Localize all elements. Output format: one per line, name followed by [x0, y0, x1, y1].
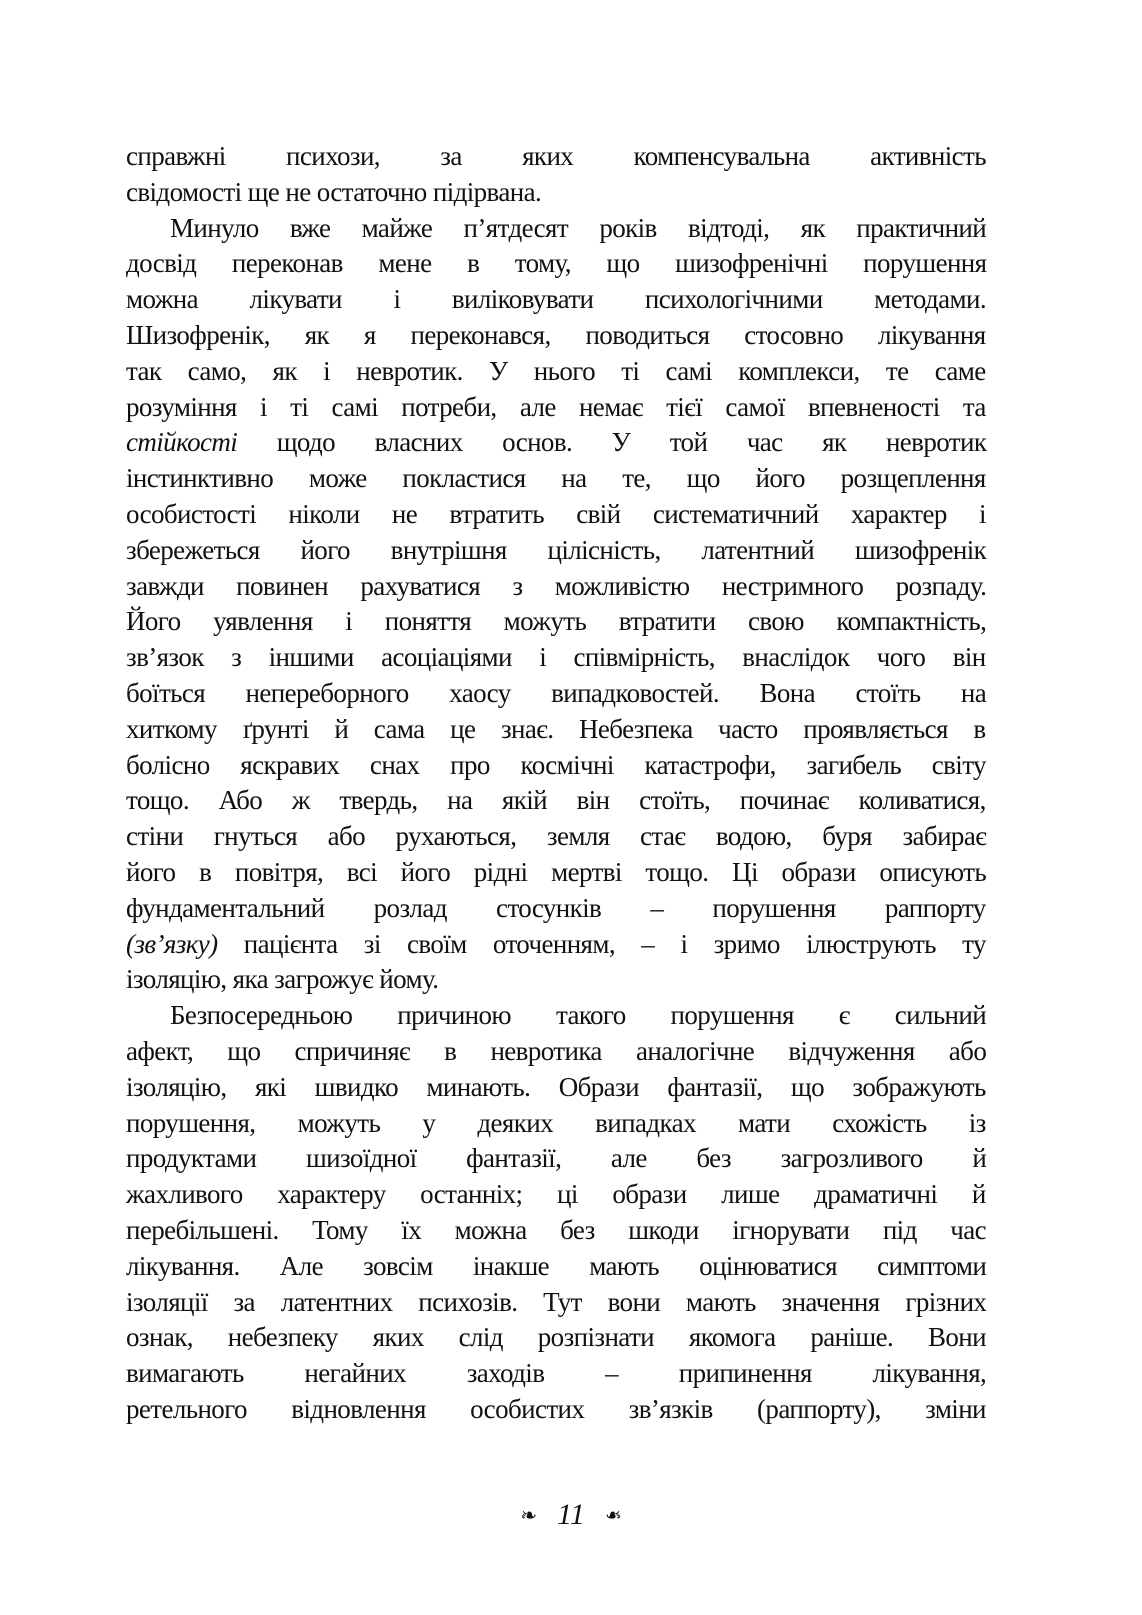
- body-text: [126, 139, 986, 1428]
- text-line: [126, 962, 986, 998]
- text-line: [126, 783, 986, 819]
- text-segment: перебільшені. Тому їх можна без шкоди ігнорувати під час: [126, 1214, 986, 1245]
- text-segment: пацієнта зі своїм оточенням, – і зримо ілюструють ту: [217, 928, 986, 959]
- text-line: [126, 1320, 986, 1356]
- text-line: [126, 998, 986, 1034]
- text-line: [126, 1070, 986, 1106]
- text-segment: жахливого характеру останніх; ці образи лише драматичні й: [126, 1179, 986, 1210]
- text-line: [126, 676, 986, 712]
- text-line: [126, 1177, 986, 1213]
- text-line: [126, 1034, 986, 1070]
- text-segment: справжні психози, за яких компенсувальна активність: [126, 141, 986, 171]
- text-line: [126, 246, 986, 282]
- text-segment: продуктами шизоїдної фантазії, але без загрозливого й: [126, 1143, 987, 1174]
- text-line: [126, 211, 986, 247]
- text-segment: досвід переконав мене в тому, що шизофренічні порушення: [126, 248, 987, 279]
- text-line: [126, 819, 986, 855]
- text-line: [126, 1392, 986, 1428]
- text-segment: ізоляцію, яка загрожує йому.: [126, 964, 439, 995]
- text-line: [126, 497, 986, 533]
- fleuron-left-icon: ❧: [520, 1504, 538, 1527]
- text-segment: ретельного відновлення особистих зв’язків (раппорту), зміни: [126, 1393, 986, 1424]
- italic-text: (зв’язку): [126, 928, 218, 959]
- text-line: [126, 891, 986, 927]
- text-segment: афект, що спричиняє в невротика аналогічне відчуження або: [126, 1035, 987, 1066]
- text-segment: ізоляцію, які швидко минають. Образи фантазії, що зображують: [126, 1071, 986, 1102]
- text-line: [126, 855, 986, 891]
- text-segment: лікування. Але зовсім інакше мають оцінюватися симптоми: [126, 1250, 987, 1281]
- text-line: [126, 461, 986, 497]
- text-segment: тощо. Або ж твердь, на якій він стоїть, починає коливатися,: [126, 785, 986, 816]
- text-line: [126, 712, 986, 748]
- text-segment: інстинктивно може покластися на те, що його розщеплення: [126, 463, 986, 494]
- text-line: [126, 927, 986, 963]
- text-line: [126, 748, 986, 784]
- text-segment: Шизофренік, як я переконався, поводиться стосовно лікування: [126, 319, 986, 350]
- text-segment: його в повітря, всі його рідні мертві тощо. Ці образи описують: [126, 856, 987, 887]
- text-segment: Безпосередньою причиною такого порушення є сильний: [170, 1000, 987, 1031]
- text-line: [126, 1213, 986, 1249]
- text-segment: розуміння і ті самі потреби, але немає тієї самої впевненості та: [126, 391, 986, 422]
- text-segment: стіни гнуться або рухаються, земля стає водою, буря забирає: [126, 821, 987, 852]
- text-segment: боїться непереборного хаосу випадковостей. Вона стоїть на: [126, 677, 987, 708]
- page-footer: [0, 1498, 1142, 1532]
- text-line: [126, 640, 986, 676]
- text-segment: можна лікувати і виліковувати психологічними методами.: [126, 284, 986, 315]
- text-line: [126, 604, 986, 640]
- page-number: 11: [557, 1498, 585, 1531]
- text-segment: вимагають негайних заходів – припинення лікування,: [126, 1358, 987, 1389]
- text-segment: ознак, небезпеку яких слід розпізнати якомога раніше. Вони: [126, 1322, 986, 1353]
- text-line: [126, 1106, 986, 1142]
- text-segment: Минуло вже майже п’ятдесят років відтоді, як практичний: [170, 212, 987, 243]
- text-segment: особистості ніколи не втратить свій систематичний характер і: [126, 498, 986, 529]
- text-line: [126, 318, 986, 354]
- text-line: [126, 1356, 986, 1392]
- text-segment: щодо власних основ. У той час як невротик: [237, 427, 987, 458]
- text-line: [126, 1249, 986, 1285]
- text-segment: ізоляції за латентних психозів. Тут вони мають значення грізних: [126, 1286, 987, 1317]
- text-line: [126, 354, 986, 390]
- text-segment: болісно яскравих снах про космічні катастрофи, загибель світу: [126, 749, 986, 780]
- text-segment: порушення, можуть у деяких випадках мати схожість із: [126, 1107, 986, 1138]
- text-line: [126, 282, 986, 318]
- text-line: [126, 425, 986, 461]
- text-segment: збережеться його внутрішня цілісність, латентний шизофренік: [126, 534, 987, 565]
- fleuron-right-icon: ❧: [604, 1504, 622, 1527]
- text-segment: Його уявлення і поняття можуть втратити свою компактність,: [126, 606, 987, 637]
- text-segment: свідомості ще не остаточно підірвана.: [126, 176, 542, 207]
- text-line: [126, 1285, 986, 1321]
- text-segment: завжди повинен рахуватися з можливістю нестримного розпаду.: [126, 570, 987, 601]
- text-segment: хиткому ґрунті й сама це знає. Небезпека часто проявляється в: [126, 713, 986, 744]
- text-line: [126, 533, 986, 569]
- text-segment: зв’язок з іншими асоціаціями і співмірність, внаслідок чого він: [126, 642, 986, 673]
- italic-text: стійкості: [126, 427, 238, 458]
- text-segment: так само, як і невротик. У нього ті самі комплекси, те саме: [126, 355, 986, 386]
- text-line: [126, 175, 986, 211]
- text-line: [126, 569, 986, 605]
- text-line: [126, 390, 986, 426]
- text-segment: фундаментальний розлад стосунків – порушення раппорту: [126, 892, 986, 923]
- text-line: [126, 139, 986, 175]
- text-line: [126, 1141, 986, 1177]
